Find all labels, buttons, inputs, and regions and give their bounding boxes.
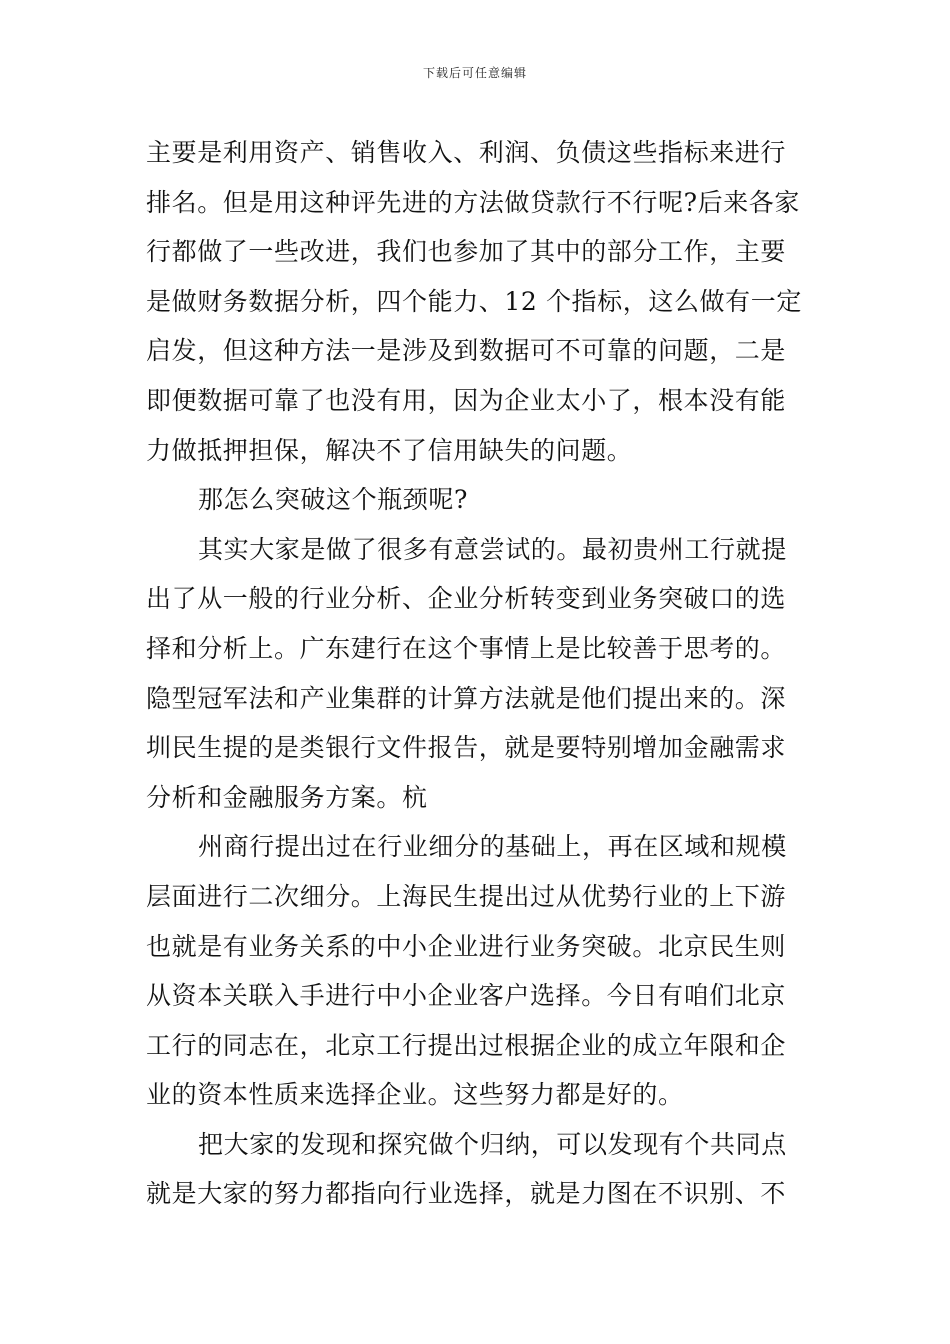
text-line: 即便数据可靠了也没有用，因为企业太小了，根本没有能 [146,385,787,415]
text-line: 择和分析上。广东建行在这个事情上是比较善于思考的。 [146,633,787,663]
text-line: 隐型冠军法和产业集群的计算方法就是他们提出来的。深 [146,683,787,713]
text-line: 出了从一般的行业分析、企业分析转变到业务突破口的选 [146,584,787,614]
text-line: 其实大家是做了很多有意尝试的。最初贵州工行就提 [198,534,787,564]
text-line: 是做财务数据分析，四个能力、12 个指标，这么做有一定 [146,286,802,316]
text-line: 从资本关联入手进行中小企业客户选择。今日有咱们北京 [146,981,787,1011]
text-line: 分析和金融服务方案。杭 [146,782,428,812]
text-line: 圳民生提的是类银行文件报告，就是要特别增加金融需求 [146,733,787,763]
page-header: 下载后可任意编辑 [422,66,527,80]
text-line: 启发，但这种方法一是涉及到数据可不可靠的问题，二是 [146,336,787,366]
text-line: 也就是有业务关系的中小企业进行业务突破。北京民生则 [146,931,787,961]
body-text [146,128,806,1219]
text-line: 排名。但是用这种评先进的方法做贷款行不行呢?后来各家 [146,187,801,217]
text-line: 把大家的发现和探究做个归纳，可以发现有个共同点 [198,1129,787,1159]
text-line: 行都做了一些改进，我们也参加了其中的部分工作，主要 [146,237,787,267]
text-line: 工行的同志在，北京工行提出过根据企业的成立年限和企 [146,1030,787,1060]
text-line: 州商行提出过在行业细分的基础上，再在区域和规模 [198,832,787,862]
text-line: 力做抵押担保，解决不了信用缺失的问题。 [146,435,633,465]
text-line: 业的资本性质来选择企业。这些努力都是好的。 [146,1080,684,1110]
text-line: 主要是利用资产、销售收入、利润、负债这些指标来进行 [146,138,787,167]
text-line: 就是大家的努力都指向行业选择，就是力图在不识别、不 [146,1179,787,1209]
text-line: 那怎么突破这个瓶颈呢? [198,485,469,515]
text-line: 层面进行二次细分。上海民生提出过从优势行业的上下游 [146,881,787,911]
